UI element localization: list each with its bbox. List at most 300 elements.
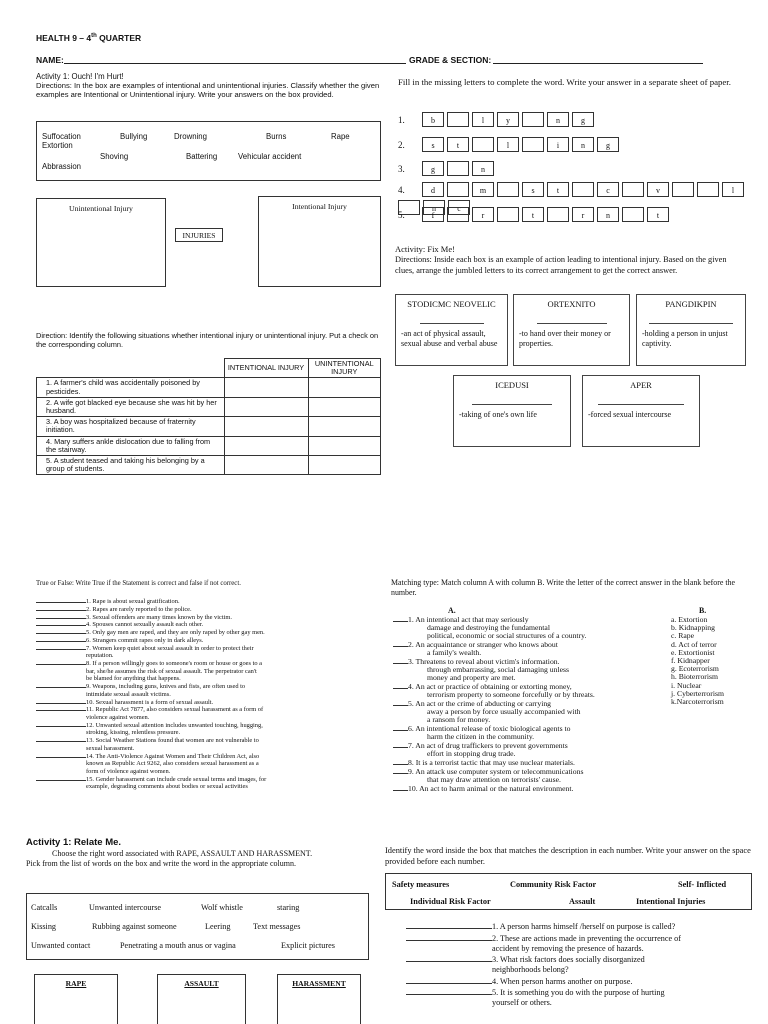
statement-text: The Anti-Violence Against Women and Their Children Act, also [95,752,260,760]
letter-box: i [547,137,569,152]
description-line [393,785,683,793]
statement-line [36,645,358,653]
jumbled-word: PANGDIKPIN [665,299,717,309]
check-cell-intentional[interactable] [224,417,308,436]
list-item [36,776,358,791]
check-table-direction: Direction: Identify the following situations whether intentional injury or unintentional injury. Put a check on the corresponding column. [36,331,379,349]
letter-box: r [472,207,494,222]
statement-text: Weapons, including guns, knives and fists, are often used to [92,683,246,691]
name-field[interactable] [64,63,406,64]
letter-box[interactable] [497,182,519,197]
description-text: a family's wealth. [427,648,482,658]
answer-blank[interactable] [393,663,408,664]
list-item [406,988,756,1008]
statement-text: example, degrading comments about bodies or sexual activities [86,783,248,791]
description-text: An intentional act that may seriously [415,615,529,624]
answer-blank[interactable] [36,618,86,619]
answer-blank[interactable] [36,641,86,642]
word-item: Shoving [100,152,129,161]
jumbled-word: APER [630,380,652,390]
statement-line [36,706,358,714]
list-item [36,629,358,637]
word-item: Text messages [253,922,301,931]
question-line [406,934,756,944]
jumbled-clue: -to hand over their money or properties. [519,329,611,348]
answer-blank[interactable] [393,747,408,748]
word-item: Community Risk Factor [510,880,597,889]
description-text: An act to harm animal or the natural environment. [419,783,574,793]
check-cell-intentional[interactable] [224,456,308,475]
col-header-intentional: INTENTIONAL INJURY [224,359,308,378]
list-item [36,753,358,776]
item-number: 4. [408,682,414,692]
list-item [393,700,683,725]
check-cell-intentional[interactable] [224,397,308,416]
word-row [398,206,672,224]
jumbled-word: STODICMC NEOVELIC [407,299,496,309]
question-text: It is something you do with the purpose of hurting [500,988,665,997]
item-number: 1. [492,922,499,931]
word-row [398,136,622,154]
answer-blank[interactable] [36,780,86,781]
word-row-number: 1. [398,114,405,125]
answer-blank[interactable] [393,621,408,622]
answer-blank[interactable] [36,726,86,727]
description-text: money and property are met. [427,673,516,683]
statement-text: If a person willingly goes to someone's room or house or goes to a [92,660,262,668]
jumbled-word: ICEDUSI [495,380,529,390]
letter-box: d [422,182,444,197]
intentional-injury-label: Intentional Injury [292,202,347,211]
question-text: accident by removing the presence of hazards. [492,943,644,953]
answer-blank[interactable] [406,994,492,995]
letter-box: n [547,112,569,127]
letter-box: v [647,182,669,197]
word-item: Self- Inflicted [678,880,727,889]
statement-text: Spouses cannot sexually assault each other. [92,621,204,629]
item-number: 2. [492,933,499,943]
list-item [36,645,358,660]
item-number: 7. [408,741,414,750]
letter-box: g [572,112,594,127]
list-item [393,742,683,758]
description-text: terrorism property to someone forcefully or by threats. [427,690,595,700]
rape-column-box[interactable] [34,974,118,1024]
description-text: damage and destroying the fundamental [427,623,550,633]
list-item [393,768,683,784]
statement-text: Gender harassment can include crude sexual terms and images, for [95,775,267,783]
item-number: 5. [86,629,91,637]
word-item: Burns [266,132,287,141]
jumbled-clue: -an act of physical assault, sexual abuse and verbal abuse [401,329,498,348]
question-text: yourself or others. [492,998,552,1007]
relate-me-title: Activity 1: Relate Me. [26,837,122,848]
list-item [36,606,358,614]
answer-blank[interactable] [36,703,86,704]
letter-box[interactable] [547,207,569,222]
statement-text: Unwanted sexual attention includes unwanted touching, hugging, [95,721,263,729]
list-item [36,706,358,721]
answer-blank[interactable] [36,625,86,626]
word-item: Kissing [31,922,57,931]
choice-item: j. Cyberterrorism [671,688,724,698]
word-row-number: 3. [398,163,405,174]
letter-box: t [522,207,544,222]
letter-box: m [472,182,494,197]
identify-directions: Identify the word inside the box that matches the description in each number. Write your answer on the space provided before each number. [385,846,751,866]
question-text: These are actions made in preventing the occurrence of [500,933,681,943]
statement-line [36,598,358,606]
statement-line [36,614,358,622]
check-cell-unintentional[interactable] [308,417,381,436]
letter-box: t [547,182,569,197]
answer-blank[interactable] [393,688,408,689]
letter-box: b [422,112,444,127]
letter-box: l [472,112,494,127]
letter-box[interactable] [447,161,469,176]
letter-box[interactable] [447,112,469,127]
letter-box: l [722,182,744,197]
injury-word-box [36,121,381,181]
word-item: Bullying [120,132,148,141]
table-row [37,378,381,397]
letter-box: y [497,112,519,127]
description-text: An attack use computer system or telecommunications [415,766,584,776]
item-number: 4. [492,976,499,986]
list-item [36,737,358,752]
true-false-directions: True or False: Write True if the Statement is correct and false if not correct. [36,580,241,587]
question-text: neighborhoods belong? [492,965,569,974]
word-item: Safety measures [392,880,450,889]
identify-word-box [385,873,752,910]
description-text: harm the citizen in the community. [427,732,535,742]
statement-line [36,629,358,637]
description-text: political, economic or social structures of a country. [427,631,587,641]
letter-box: l [497,137,519,152]
assault-column-label: ASSAULT [184,979,219,988]
list-item [406,977,756,987]
letter-box[interactable] [572,182,594,197]
answer-blank[interactable] [36,664,86,665]
item-number: 1. [408,615,414,624]
answer-blank[interactable] [36,602,86,603]
statement-text: be blamed for anything that happens. [86,675,181,683]
choice-item: c. Rape [671,631,695,641]
situation-cell: 2. A wife got blacked eye because she was hit by her husband. [37,397,225,416]
answer-blank[interactable] [406,940,492,941]
list-item [393,683,683,699]
fill-letters-directions: Fill in the missing letters to complete the word. Write your answer in a separate sheet of paper. [398,77,731,87]
word-item: Explicit pictures [281,941,335,950]
intentional-injury-box[interactable] [258,196,381,287]
letter-box: n [572,137,594,152]
item-number: 14. [86,752,94,760]
answer-blank[interactable] [36,757,86,758]
list-item [36,660,358,683]
item-number: 2. [408,640,414,650]
item-number: 5. [408,699,414,708]
answer-blank[interactable] [393,764,408,765]
answer-blank[interactable] [36,649,86,650]
statement-text: Only gay men are raped, and they are only raped by other gay men. [92,629,265,637]
item-number: 2. [86,605,91,613]
statement-text: violence against women. [86,713,150,721]
word-row [398,111,597,129]
jumbled-box[interactable] [582,375,700,447]
fix-me-title: Activity: Fix Me! [395,244,455,254]
jumbled-box[interactable] [395,294,508,366]
word-row-number: 5. [398,209,405,220]
statement-text: Rapes are rarely reported to the police. [92,605,192,613]
description-text: An act of drug traffickers to prevent governments [415,741,568,750]
item-number: 11. [86,706,94,714]
situation-table [36,358,381,475]
situation-cell: 1. A farmer's child was accidentally poisoned by pesticides. [37,378,225,397]
answer-blank[interactable] [393,790,408,791]
check-cell-unintentional[interactable] [308,456,381,475]
word-item: Individual Risk Factor [410,897,491,906]
jumbled-word: ORTEXNITO [547,299,596,309]
statement-text: sexual harassment. [86,744,135,752]
item-number: 3. [492,955,499,964]
list-item [36,722,358,737]
letter-box[interactable] [522,137,544,152]
description-text: that may draw attention on terrorists' cause. [427,774,561,784]
list-item [36,699,358,707]
harassment-column-box[interactable] [277,974,361,1024]
list-item [36,637,358,645]
unintentional-injury-label: Unintentional Injury [69,204,133,213]
statement-text: Social Weather Stations found that women are not vulnerable to [95,737,259,745]
letter-box: r [572,207,594,222]
statement-text: form of violence against women. [86,767,171,775]
empty-header-cell [37,359,225,378]
word-item: Rape [331,132,350,141]
statement-line [36,737,358,745]
letter-box: f [422,207,444,222]
table-row [37,397,381,416]
table-row [37,436,381,455]
jumbled-clue: -taking of one's own life [459,410,537,419]
letter-box[interactable] [622,182,644,197]
description-text: away a person by force usually accompanied with [427,707,581,717]
relate-me-directions-1: Choose the right word associated with RAPE, ASSAULT AND HARASSMENT. [52,849,313,858]
letter-box: n [472,161,494,176]
letter-box: t [647,207,669,222]
choice-item: i. Nuclear [671,680,702,690]
jumbled-clue: -forced sexual intercourse [588,410,672,419]
statement-text: bar, she/he assumes the risk of sexual assault. The perpetrator can't [86,667,257,675]
item-number: 8. [408,757,414,767]
injuries-label: INJURIES [182,231,216,240]
injuries-label-box [175,228,223,242]
letter-box: n [423,200,445,215]
answer-blank[interactable] [406,961,492,962]
word-row-number: 2. [398,139,405,150]
rape-column-label: RAPE [65,979,87,988]
word-item: Extortion [42,141,73,150]
word-item: Abbrassion [42,162,82,171]
word-item: Rubbing against someone [92,922,177,931]
name-label: NAME: [36,55,64,65]
question-line [406,955,756,965]
check-cell-unintentional[interactable] [308,436,381,455]
statement-text: Strangers commit rapes only in dark alleys. [92,637,204,644]
statement-line [36,753,358,761]
statement-text: Republic Act 7877, also considers sexual harassment as a form of [95,706,264,714]
choice-item: e. Extortionist [671,647,715,657]
description-text: Threatens to reveal about victim's information. [415,657,560,666]
list-item [406,922,756,932]
matching-directions: Matching type: Match column A with column B. Write the letter of the correct answer in the blank before the number. [391,578,735,597]
letter-box[interactable] [697,182,719,197]
answer-blank[interactable] [393,646,408,647]
word-item: staring [277,903,300,912]
list-item [393,616,683,641]
check-cell-unintentional[interactable] [308,397,381,416]
statement-text: intimidate sexual assault victims. [86,690,171,698]
item-number: 13. [86,737,94,745]
letter-box: s [522,182,544,197]
item-number: 3. [408,657,414,666]
answer-blank[interactable] [393,705,408,706]
item-number: 4. [86,621,91,629]
list-item [36,614,358,622]
item-number: 6. [408,724,414,734]
worksheet-title: HEALTH 9 – 4th QUARTER [36,33,142,43]
answer-blank[interactable] [36,610,86,611]
choice-item: d. Act of terror [671,639,717,649]
word-item: Penetrating a mouth anus or vagina [120,941,236,950]
item-number: 6. [86,637,91,644]
table-row [37,417,381,436]
choice-item: b. Kidnapping [671,623,715,633]
word-item: Drowning [174,132,207,141]
statement-line [36,621,358,629]
list-item [393,658,683,683]
letter-box[interactable] [622,207,644,222]
description-text: effort in stopping drug trade. [427,749,516,759]
letter-box: g [597,137,619,152]
answer-blank[interactable] [393,773,408,774]
col-header-unintentional: UNINTENTIONAL INJURY [308,359,381,378]
statement-text: Rape is about sexual gratification. [92,598,180,605]
activity1-title: Activity 1: Ouch! I'm Hurt! [36,72,124,81]
answer-blank[interactable] [36,687,86,688]
answer-blank[interactable] [393,730,408,731]
assault-column-box[interactable] [157,974,246,1024]
description-text: An act or practice of obtaining or extorting money, [415,682,572,692]
activity1-directions: Directions: In the box are examples of intentional and unintentional injuries. Classify whether the given examples are Intentional or Unintentional injury. Write your answers on the box provided. [36,81,380,99]
grade-section-label: GRADE & SECTION: [409,55,492,65]
list-item [36,598,358,606]
choice-item: g. Ecoterrorism [671,664,719,674]
unintentional-injury-box[interactable] [36,198,166,287]
letter-box: c [597,182,619,197]
jumbled-box[interactable] [513,294,630,366]
list-item [393,641,683,657]
situation-cell: 4. Mary suffers ankle dislocation due to falling from the stairway. [37,436,225,455]
jumbled-clue: -holding a person in unjust captivity. [642,329,728,348]
check-cell-intentional[interactable] [224,378,308,397]
question-line [406,922,756,932]
statement-text: Sexual harassment is a form of sexual assault. [95,698,214,706]
letter-box[interactable] [447,182,469,197]
item-number: 15. [86,775,94,783]
list-item [406,955,756,975]
question-text: A person harms himself /herself on purpose is called? [499,922,676,931]
answer-blank[interactable] [36,633,86,634]
answer-blank[interactable] [406,983,492,984]
jumbled-box[interactable] [453,375,571,447]
table-row [37,456,381,475]
choice-item: k.Narcoterrorism [671,697,724,707]
situation-cell: 5. A student teased and taking his belonging by a group of students. [37,456,225,475]
item-number: 10. [86,698,94,706]
answer-blank[interactable] [36,710,86,711]
relate-me-directions-2: Pick from the list of words on the box and write the word in the appropriate column. [26,859,296,868]
answer-blank[interactable] [36,741,86,742]
description-text: An intentional release of toxic biological agents to [415,724,571,734]
statement-line [36,699,358,707]
statement-line [36,776,358,784]
word-item: Unwanted contact [31,941,91,950]
statement-line [36,606,358,614]
answer-blank[interactable] [406,928,492,929]
word-item: Intentional Injuries [636,897,706,906]
check-cell-unintentional[interactable] [308,378,381,397]
word-item: Catcalls [31,903,58,912]
letter-box[interactable] [522,112,544,127]
statement-text: reputation. [86,652,114,660]
statement-line [36,660,358,668]
statement-text: Women keep quiet about sexual assault in order to protect their [92,644,254,652]
choice-item: h. Bioterrorism [671,672,718,682]
grade-section-field[interactable] [493,63,703,64]
choice-item: f. Kidnapper [671,656,710,666]
statement-line [36,722,358,730]
item-number: 5. [492,988,499,997]
word-row-number: 4. [398,184,405,195]
statement-text: known as Republic Act 9262, also considers sexual harassment as a [86,760,259,768]
item-number: 1. [86,598,91,605]
letter-box[interactable] [672,182,694,197]
word-row [398,160,497,178]
letter-box[interactable] [497,207,519,222]
item-number: 12. [86,721,94,729]
column-a-header: A. [448,606,456,615]
statement-line [36,683,358,691]
letter-box[interactable] [472,137,494,152]
jumbled-box[interactable] [636,294,746,366]
letter-box[interactable] [447,207,469,222]
question-line [406,977,756,987]
description-text: through embarrassing, social damaging unless [427,665,569,675]
question-text: When person harms another on purpose. [500,976,633,986]
item-number: 7. [86,644,91,652]
list-item [393,785,683,793]
letter-box: s [422,137,444,152]
check-cell-intentional[interactable] [224,436,308,455]
letter-box: n [597,207,619,222]
word-row [398,181,768,214]
description-text: An acquaintance or stranger who knows about [415,640,558,650]
word-item: Leering [205,922,231,931]
word-item: Suffocation [42,132,81,141]
statement-line [36,637,358,645]
fix-me-directions: Directions: Inside each box is an example of action leading to intentional injury. Based on the given clues, arrange the jumbled letters to its correct arrangement to get the correct answer. [395,255,727,275]
list-item [393,725,683,741]
